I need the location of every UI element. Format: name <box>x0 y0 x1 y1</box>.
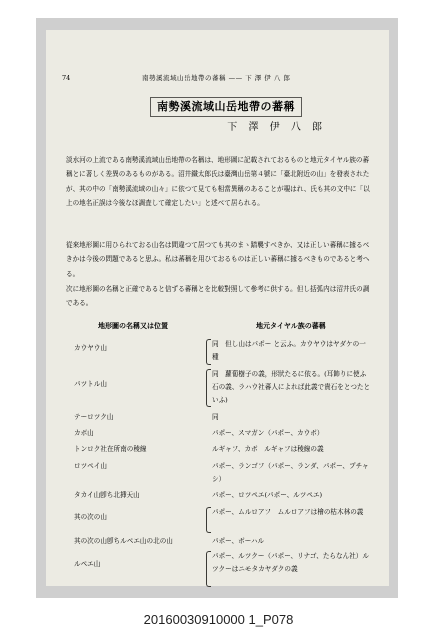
article-title: 南勢溪流域山岳地帶の蕃稱 <box>150 97 302 117</box>
paragraph-2: 從來地形圖に用ひられておる山名は間違つて居つても其のまゝ踏襲すべきか、又は正しい蕃稱に據るべきかは今後の問題であると思ふ。私は蕃稱を用ひておるものは正しい蕃稱に據るべきものであると考へる。 <box>66 241 370 278</box>
table-left-heading: 地形圖の名稱又は位置 <box>98 321 168 330</box>
tribal-name: 同 但し山はパポー と云ふ。カウヤウはヤダケの一種 <box>212 340 366 361</box>
place-name: カボ山 <box>74 429 94 437</box>
place-name: カウヤウ山 <box>74 344 107 352</box>
place-name: 其の次の山卽ちルペエ山の北の山 <box>74 537 173 545</box>
brace <box>206 369 211 407</box>
page-number: 74 <box>62 74 71 82</box>
article-author: 下 澤 伊 八 郎 <box>227 122 326 133</box>
tribal-name: パポー、スマガン（パポー、カウボ） <box>212 429 324 437</box>
place-name: テーロツク山 <box>74 413 114 421</box>
running-header <box>56 72 376 84</box>
tribal-name: パポー、ルツクー（パポー、リナゴ、たらなん社）ルツクーはニモタカヤダクの義 <box>212 552 369 573</box>
tribal-name: 同 <box>212 413 219 421</box>
table-right-heading: 地元タイヤル族の蕃稱 <box>256 321 326 330</box>
paragraph-3: 次に地形圖の名稱と正確であると信ずる蕃稱とを比較對照して參考に供する。但し括弧内は沼井氏の調である。 <box>66 285 370 308</box>
name-table <box>66 338 378 578</box>
place-name: ルペエ山 <box>74 560 101 568</box>
brace <box>206 551 211 587</box>
place-name: トンロク社在所南の稜線 <box>74 445 147 453</box>
tribal-name: ルギャフ、カボ ルギャフは稜線の義 <box>212 445 324 453</box>
tribal-name: パポー、ムルロアフ ムルロアフは檜の枯木林の義 <box>212 508 364 516</box>
tribal-name: パポー、ランゴフ（パポー、ランダ、パポー、プチャシ） <box>212 462 369 483</box>
tribal-name: パポー、ロツペエ(パポー、ルツペエ) <box>212 491 323 499</box>
brace <box>206 339 211 365</box>
place-name: タカイ山卽ち北挿天山 <box>74 491 140 499</box>
tribal-name: 同 蘿蔔樹子の義，形狀たるに依る。(耳飾りに使ふ石の義、ラハウ社蕃人によれば此義で貴石をとつたといふ) <box>212 370 371 404</box>
brace <box>206 507 211 533</box>
image-caption: 20160030910000 1_P078 <box>143 612 294 627</box>
running-title: 南勢溪流域山岳地帶の蕃稱 —— 下 澤 伊 八 郎 <box>142 74 291 82</box>
tribal-name: パポー、ボーハル <box>212 537 265 545</box>
paragraph-1: 淡水河の上流である南勢溪流域山岳地帶の名稱は、地形圖に記載されておるものと地元タイヤル族の蕃稱とに著しく差異のあるものがある。沼井鐵太郎氏は臺灣山岳第４號に「臺北附近の山」を發表されたが、其の中の「南勢溪流域の山々」に依つて見ても相當異稱のあることが覗はれ、氏も其の文中に「以上の地名正誤は今後なほ調査して確定したい」と述べて居られる。 <box>66 156 370 207</box>
place-name: ロツペイ山 <box>74 462 107 470</box>
place-name: 其の次の山 <box>74 513 107 521</box>
place-name: パツトル山 <box>74 380 107 388</box>
